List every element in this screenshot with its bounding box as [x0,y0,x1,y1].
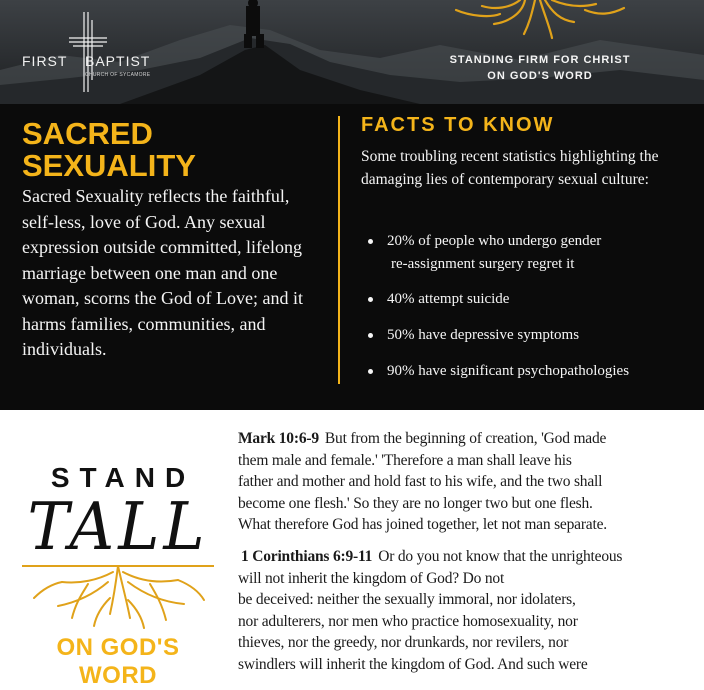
cross-icon [67,10,107,94]
tagline-line-1: STANDING FIRM FOR CHRIST [449,54,631,66]
logo-first-text: FIRST [22,53,68,69]
logo-church-text: CHURCH OF SYCAMORE [85,72,151,78]
fact-text: 40% attempt suicide [387,291,510,307]
scripture-line: will not inherit the kingdom of God? Do not [238,569,505,587]
facts-intro: Some troubling recent statistics highlighting the damaging lies of contemporary sexual culture: [361,148,659,188]
on-gods-line-1: ON GOD'S [56,634,180,661]
scripture-line: thieves, nor the greedy, nor drunkards, nor revilers, nor [238,634,569,651]
scripture-reference: 1 Corinthians 6:9-11 [241,548,373,565]
tall-word: TALL [27,488,209,565]
roots-icon [18,562,218,632]
facts-heading: FACTS TO KNOW [361,114,555,136]
fact-text: 50% have depressive symptoms [387,327,580,343]
scripture-line: father and mother and hold fast to his wife, and the two shall [238,473,603,490]
sacred-sexuality-body: Sacred Sexuality reflects the faithful, self-less, love of God. Any sexual expression outside committed, lifelong marriage between one man and one woman, scorns the God of Love; and it harms families, communities, and individuals. [22,186,303,359]
tagline-line-2: ON GOD'S WORD [487,70,593,82]
tagline [420,52,660,84]
scripture-line: be deceived: neither the sexually immoral, nor idolaters, [238,591,576,608]
fact-text-continued: re-assignment surgery regret it [391,256,575,272]
scripture-line [238,546,688,568]
scripture-text: But from the beginning of creation, 'God made [324,430,607,447]
scripture-line: swindlers will inherit the kingdom of God. And such were [238,655,588,673]
stand-tall-graphic [18,462,218,689]
scripture-reference: Mark 10:6-9 [238,430,319,447]
church-logo [22,10,162,94]
scripture-line [238,428,688,450]
fact-text: 20% of people who undergo gender [387,233,602,249]
on-gods-word-text [18,634,218,690]
on-gods-line-2: WORD [79,662,157,689]
column-divider [338,116,340,384]
list-item [366,360,696,383]
list-item [366,324,696,360]
header-banner [0,0,704,104]
sacred-sexuality-heading [22,118,196,182]
scripture-line: What therefore God has joined together, let not man separate. [238,516,607,533]
scripture-text: Or do you not know that the unrighteous [378,548,623,565]
scripture-line: become one flesh.' So they are no longer two but one flesh. [238,494,593,512]
scripture-mark [238,428,688,536]
list-item [366,288,696,324]
heading-line-1: SACRED [22,116,153,151]
logo-baptist-text: BAPTIST [85,53,151,69]
list-item [366,230,696,288]
heading-line-2: SEXUALITY [22,148,196,183]
scripture-corinthians [238,546,688,675]
fact-text: 90% have significant psychopathologies [387,363,630,379]
scripture-line: nor adulterers, nor men who practice homosexuality, nor [238,612,578,630]
info-panel [0,104,704,410]
facts-list [366,230,696,383]
stand-word: STAND [50,462,196,493]
scripture-line: them male and female.' 'Therefore a man shall leave his [238,451,572,469]
